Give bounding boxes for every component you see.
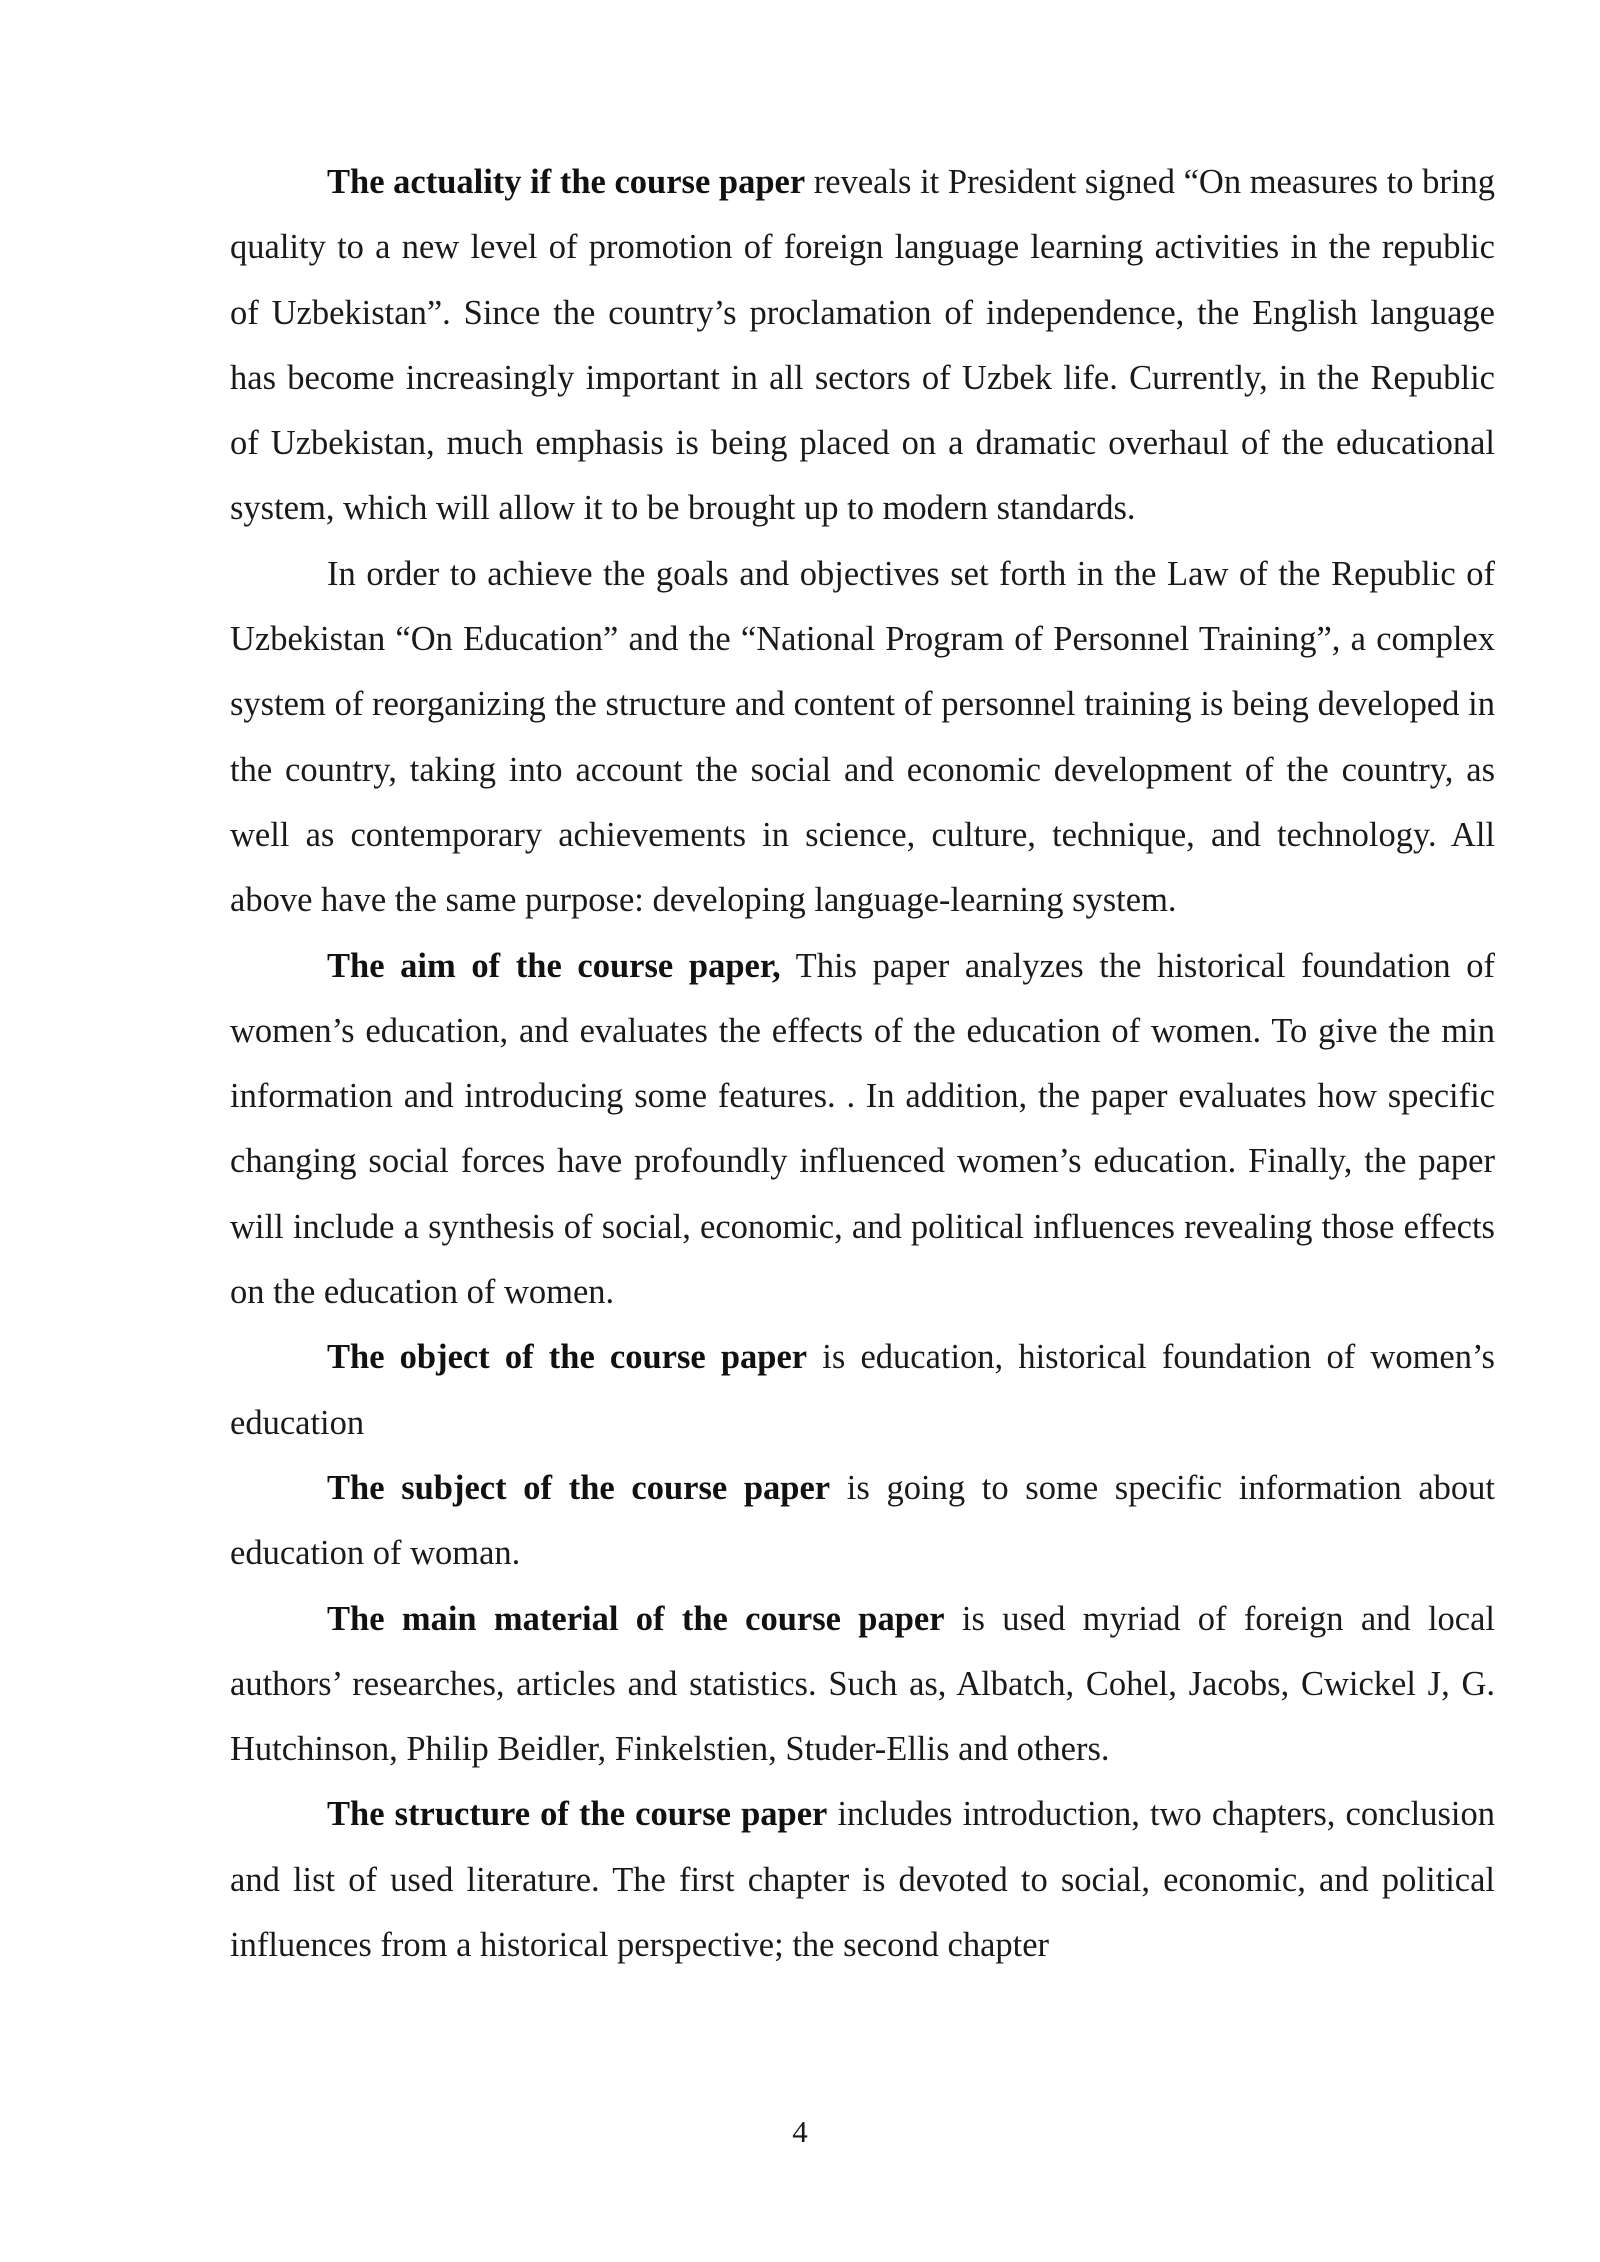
heading-structure: The structure of the course paper — [327, 1795, 828, 1834]
paragraph-aim — [230, 934, 1495, 1326]
paragraph-goals — [230, 542, 1495, 934]
text-goals: In order to achieve the goals and objectives set forth in the Law of the Republic of Uzbekistan “On Education” and the “National Program of Personnel Training”, a complex system of reorganizing the structure and content of personnel training is being developed in the country, taking into account the social and economic development of the country, as well as contemporary achievements in science, culture, technique, and technology. All above have the same purpose: developing language-learning system. — [230, 554, 1495, 920]
heading-aim: The aim of the course paper, — [327, 946, 781, 985]
text-aim: This paper analyzes the historical foundation of women’s education, and evaluates the effects of the education of women. To give the min information and introducing some features. . In addition, the paper evaluates how specific changing social forces have profoundly influenced women’s education. Finally, the paper will include a synthesis of social, economic, and political influences revealing those effects on the education of women. — [230, 946, 1495, 1312]
paragraph-object — [230, 1325, 1495, 1456]
paragraph-subject — [230, 1456, 1495, 1587]
paragraph-actuality — [230, 150, 1495, 542]
paragraph-structure — [230, 1782, 1495, 1978]
text-object: is education, historical foundation of women’s education — [230, 1338, 1495, 1442]
heading-material: The main material of the course paper — [327, 1599, 945, 1638]
text-subject: is going to some specific information about education of woman. — [230, 1468, 1495, 1573]
paragraph-material — [230, 1587, 1495, 1783]
heading-subject: The subject of the course paper — [327, 1468, 831, 1507]
heading-object: The object of the course paper — [327, 1338, 808, 1377]
text-structure: includes introduction, two chapters, conclusion and list of used literature. The first chapter is devoted to social, economic, and political influences from a historical perspective; the second chapter — [230, 1795, 1496, 1965]
text-material: is used myriad of foreign and local authors’ researches, articles and statistics. Such as, Albatch, Cohel, Jacobs, Cwickel J, G. Hutchinson, Philip Beidler, Finkelstien, Studer-Ellis and others. — [230, 1599, 1495, 1769]
page-number: 4 — [792, 2114, 808, 2149]
text-actuality: reveals it President signed “On measures to bring quality to a new level of promotion of foreign language learning activities in the republic of Uzbekistan”. Since the country’s proclamation of independence, the English language has become increasingly important in all sectors of Uzbek life. Currently, in the Republic of Uzbekistan, much emphasis is being placed on a dramatic overhaul of the educational system, which will allow it to be brought up to modern standards. — [230, 163, 1495, 528]
body-text — [230, 150, 1495, 1978]
heading-actuality: The actuality if the course paper — [327, 163, 806, 201]
